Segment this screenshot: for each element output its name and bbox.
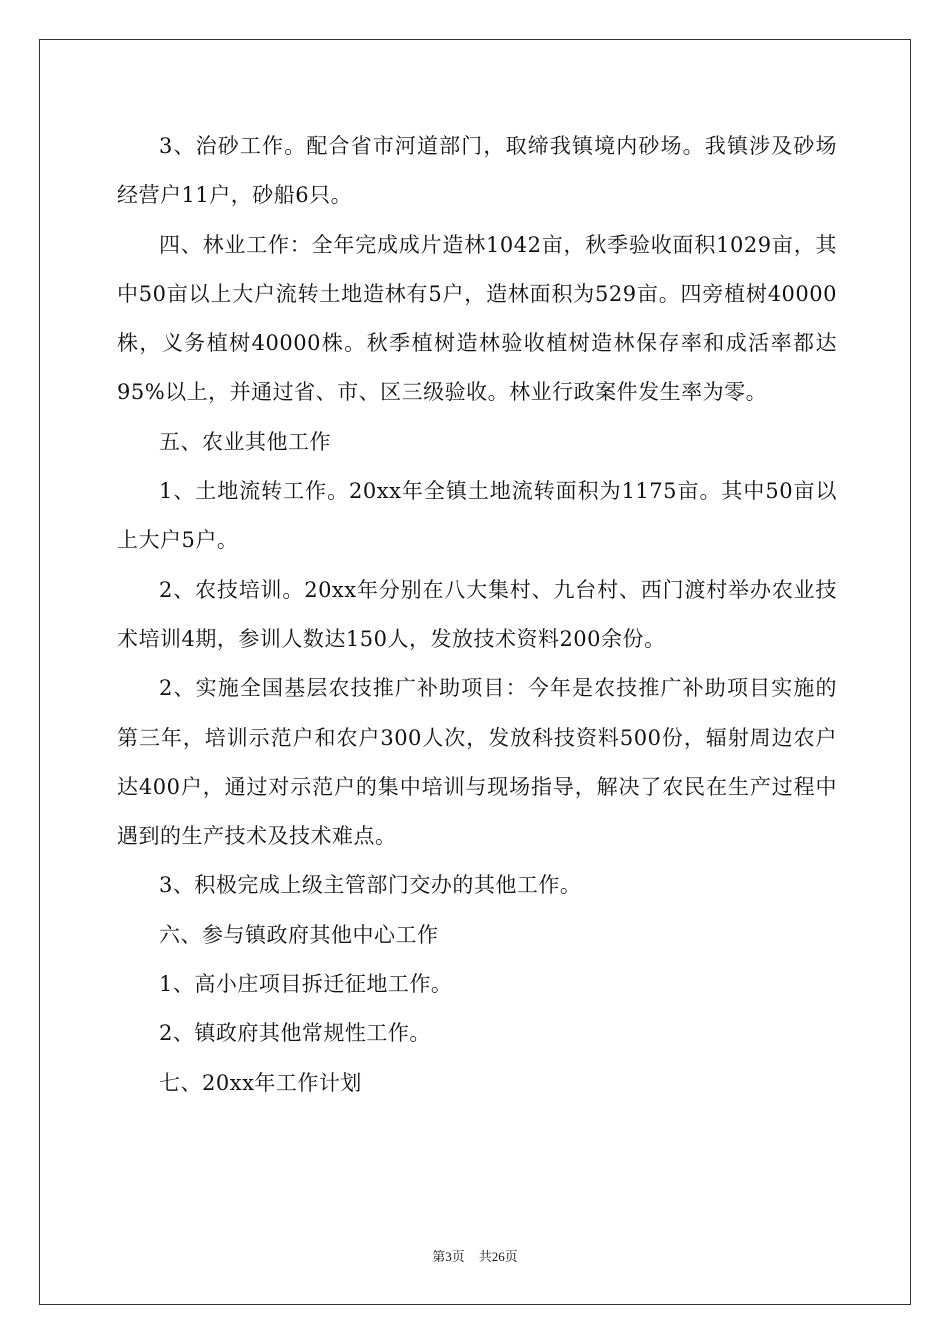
page-number: 第3页 bbox=[432, 1249, 465, 1264]
paragraph: 1、土地流转工作。20xx年全镇土地流转面积为1175亩。其中50亩以上大户5户。 bbox=[117, 479, 837, 553]
paragraph: 2、镇政府其他常规性工作。 bbox=[159, 1021, 431, 1046]
document-body bbox=[117, 122, 837, 1108]
paragraph: 3、积极完成上级主管部门交办的其他工作。 bbox=[159, 873, 582, 898]
paragraph: 1、高小庄项目拆迁征地工作。 bbox=[159, 972, 453, 997]
page-total: 共26页 bbox=[478, 1249, 518, 1264]
paragraph: 七、20xx年工作计划 bbox=[159, 1070, 362, 1095]
page-footer bbox=[0, 1246, 950, 1265]
paragraph: 五、农业其他工作 bbox=[159, 429, 331, 454]
paragraph: 2、农技培训。20xx年分别在八大集村、九台村、西门渡村举办农业技术培训4期，参训人数达150人，发放技术资料200余份。 bbox=[117, 577, 837, 651]
paragraph: 3、治砂工作。配合省市河道部门，取缔我镇境内砂场。我镇涉及砂场经营户11户，砂船6只。 bbox=[117, 134, 837, 208]
paragraph: 四、林业工作：全年完成成片造林1042亩，秋季验收面积1029亩，其中50亩以上大户流转土地造林有5户，造林面积为529亩。四旁植树40000株，义务植树40000株。秋季植树造林验收植树造林保存率和成活率都达95%以上，并通过省、市、区三级验收。林业行政案件发生率为零。 bbox=[117, 232, 837, 405]
paragraph: 2、实施全国基层农技推广补助项目：今年是农技推广补助项目实施的第三年，培训示范户和农户300人次，发放科技资料500份，辐射周边农户达400户，通过对示范户的集中培训与现场指导，解决了农民在生产过程中遇到的生产技术及技术难点。 bbox=[117, 676, 837, 849]
paragraph: 六、参与镇政府其他中心工作 bbox=[159, 922, 439, 947]
